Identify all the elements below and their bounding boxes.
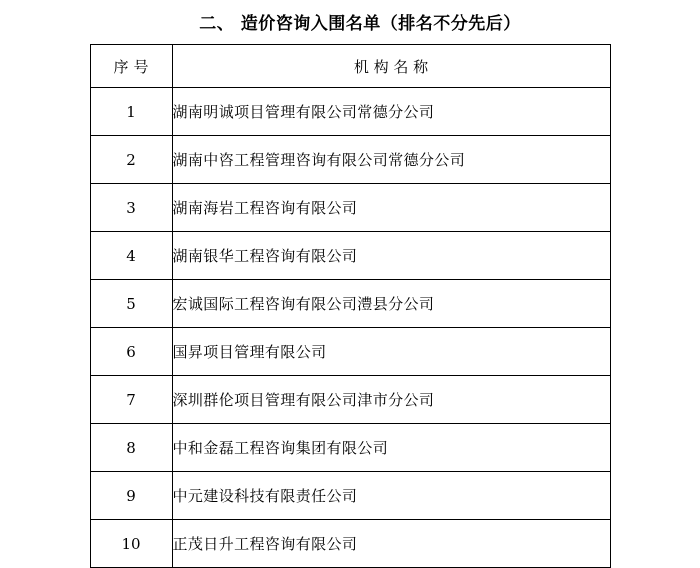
table-row xyxy=(90,136,610,184)
row-name: 宏诚国际工程咨询有限公司澧县分公司 xyxy=(172,280,610,328)
table-row xyxy=(90,232,610,280)
column-header-index xyxy=(90,45,172,88)
page-title: 二、 造价咨询入围名单（排名不分先后） xyxy=(199,14,521,34)
table-row xyxy=(90,520,610,568)
row-index: 5 xyxy=(90,280,172,328)
row-index: 3 xyxy=(90,184,172,232)
row-index: 9 xyxy=(90,472,172,520)
row-index: 2 xyxy=(90,136,172,184)
row-index: 7 xyxy=(90,376,172,424)
row-name: 湖南海岩工程咨询有限公司 xyxy=(172,184,610,232)
table-row xyxy=(90,472,610,520)
table-row xyxy=(90,88,610,136)
row-index: 6 xyxy=(90,328,172,376)
table-row xyxy=(90,328,610,376)
column-header-index-label: 序号 xyxy=(113,57,154,76)
row-name: 正茂日升工程咨询有限公司 xyxy=(172,520,610,568)
row-index: 4 xyxy=(90,232,172,280)
row-name: 深圳群伦项目管理有限公司津市分公司 xyxy=(172,376,610,424)
shortlist-table xyxy=(90,44,611,568)
table-header-row xyxy=(90,45,610,88)
table-row xyxy=(90,280,610,328)
table-row xyxy=(90,184,610,232)
row-name: 湖南明诚项目管理有限公司常德分公司 xyxy=(172,88,610,136)
row-name: 中元建设科技有限责任公司 xyxy=(172,472,610,520)
row-name: 中和金磊工程咨询集团有限公司 xyxy=(172,424,610,472)
row-name: 湖南银华工程咨询有限公司 xyxy=(172,232,610,280)
row-name: 湖南中咨工程管理咨询有限公司常德分公司 xyxy=(172,136,610,184)
row-index: 8 xyxy=(90,424,172,472)
row-index: 10 xyxy=(90,520,172,568)
table-row xyxy=(90,376,610,424)
column-header-name xyxy=(172,45,610,88)
row-name: 国昇项目管理有限公司 xyxy=(172,328,610,376)
row-index: 1 xyxy=(90,88,172,136)
column-header-name-label: 机 构 名 称 xyxy=(353,57,429,76)
table-row xyxy=(90,424,610,472)
